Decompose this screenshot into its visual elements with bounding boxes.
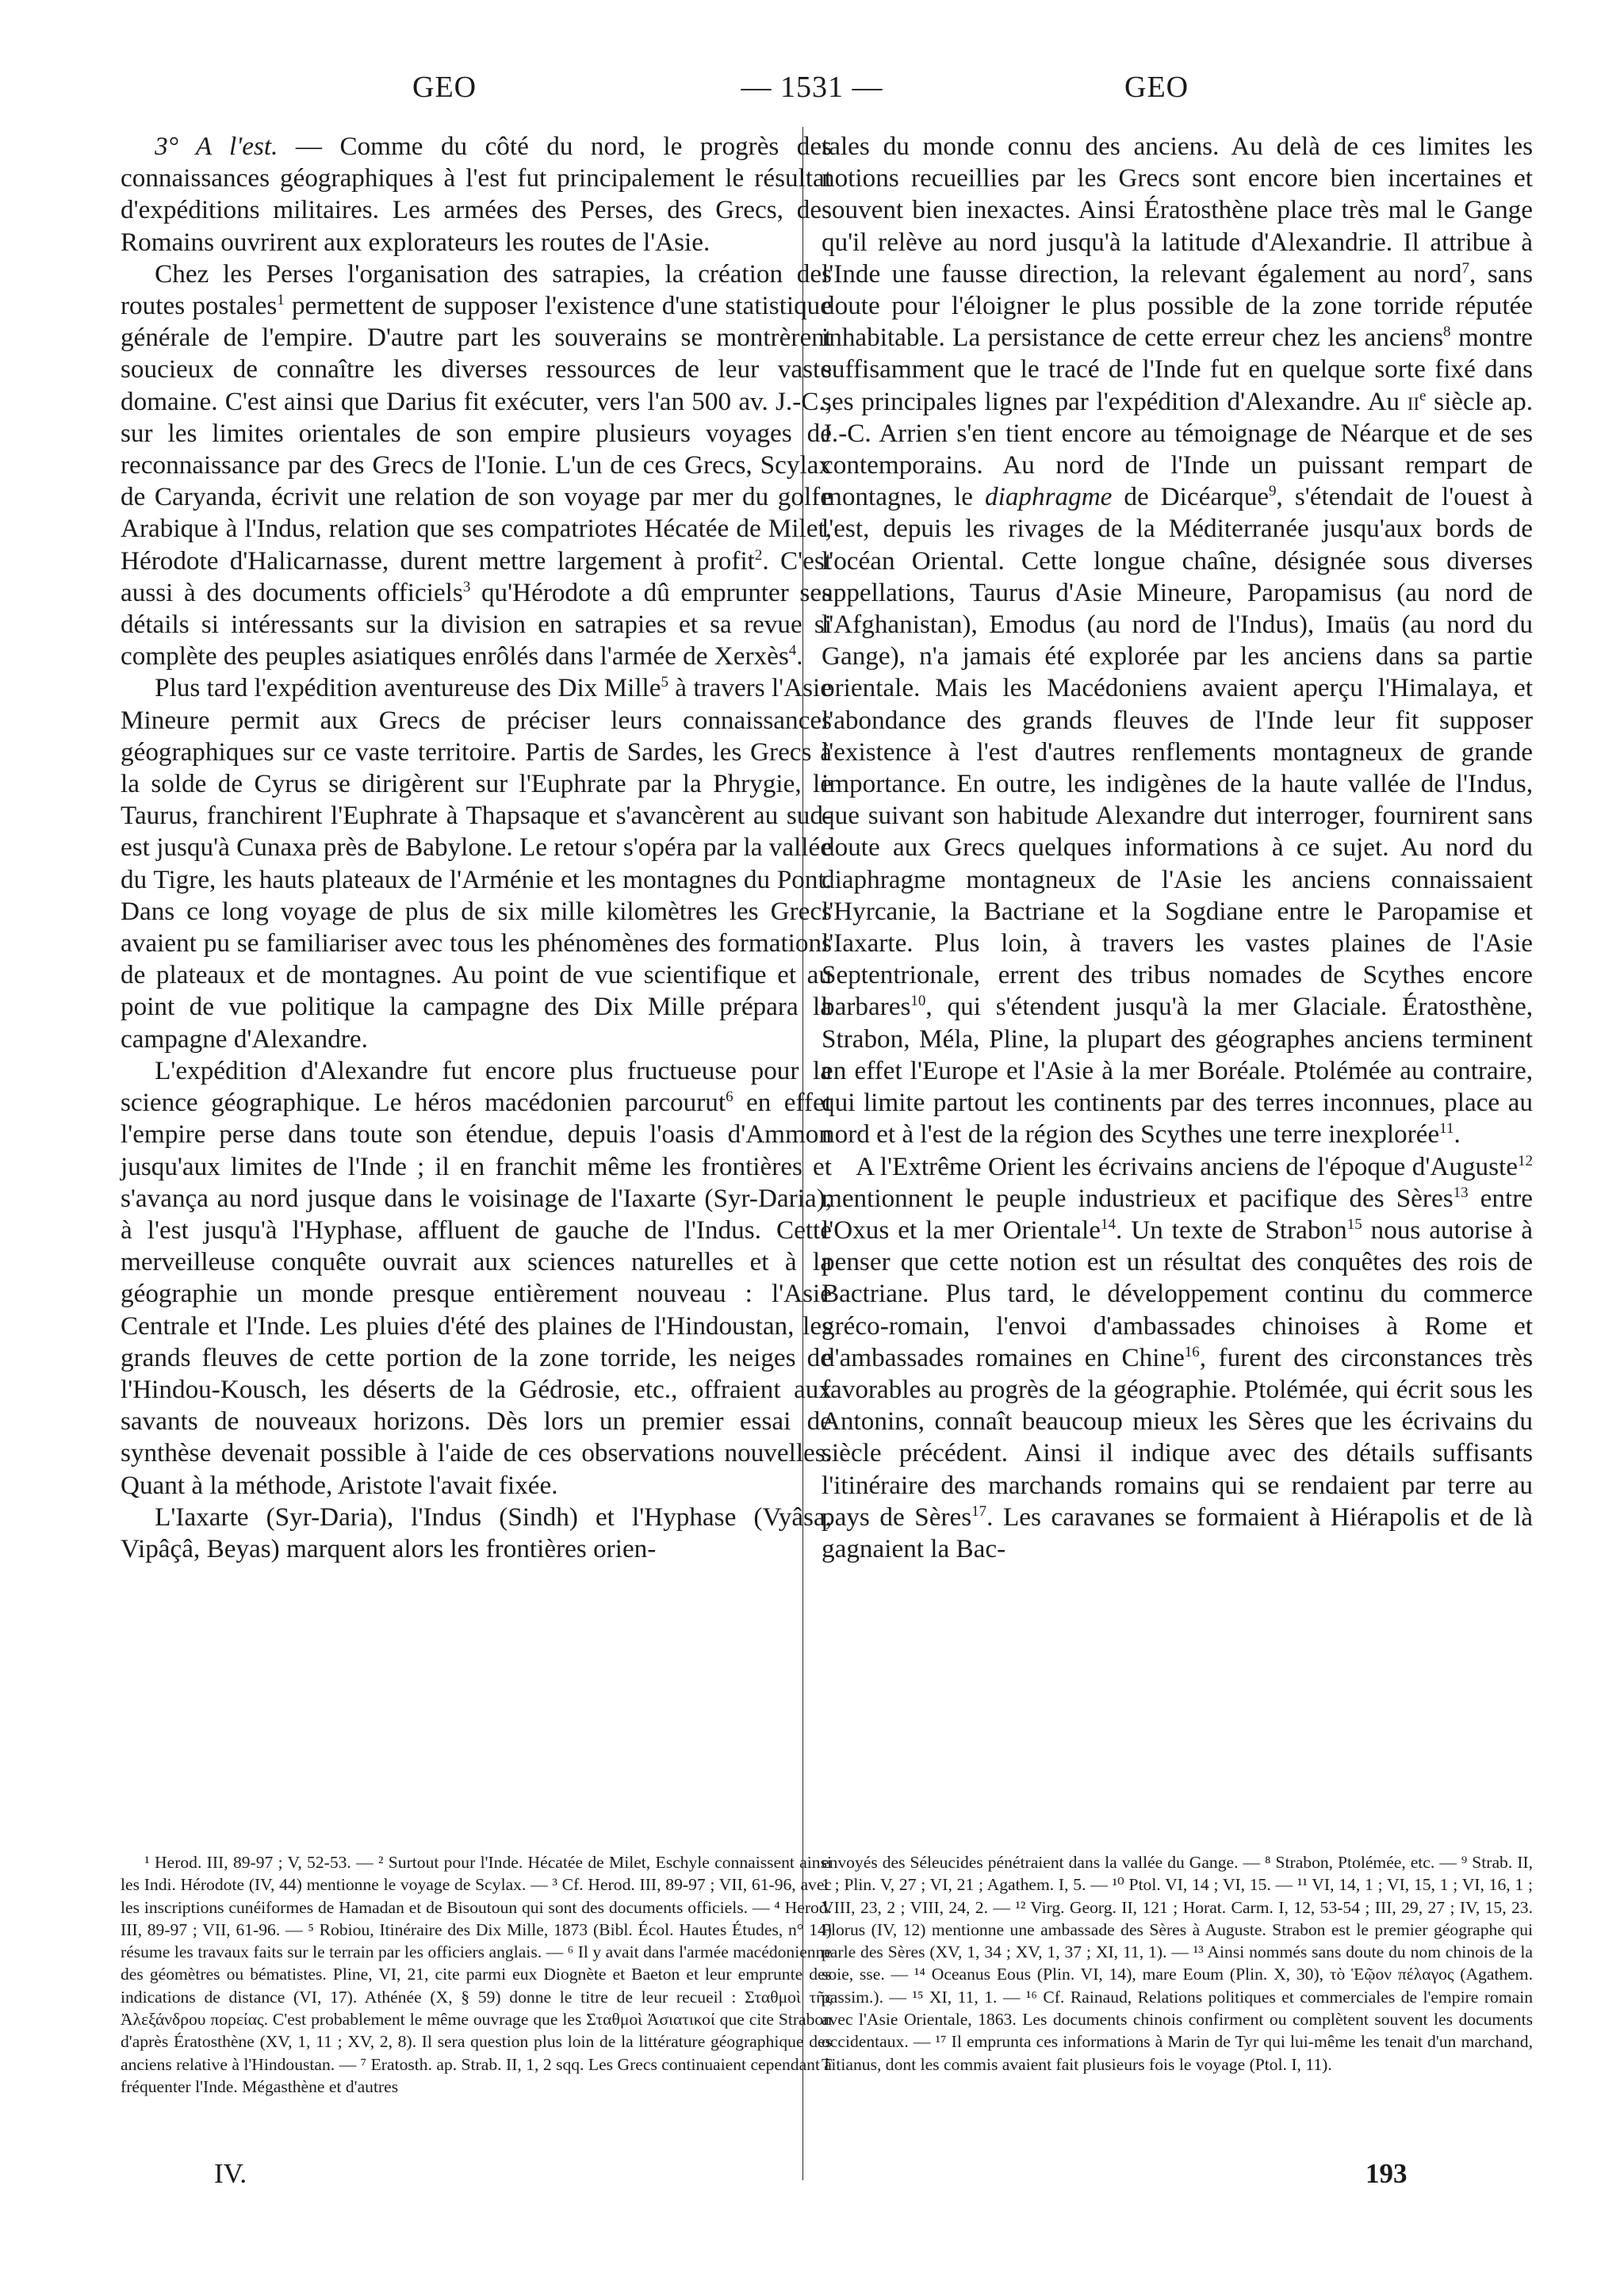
paragraph-text: L'Iaxarte (Syr-Daria), l'Indus (Sindh) et l'Hyphase (Vyâsa, Vipâçâ, Beyas) marquent alors les frontières orien-	[121, 1502, 832, 1563]
paragraph	[121, 131, 832, 258]
paragraph-text: . Les caravanes se formaient à Hiérapolis et de là gagnaient la Bac-	[822, 1502, 1534, 1563]
paragraph-text: , sans doute pour l'éloigner le plus possible de la zone torride réputée inhabitable. La persistance de cette erreur chez les anciens	[822, 258, 1533, 353]
footnote-ref: 8	[1443, 323, 1451, 341]
footnote-ref: 10	[910, 993, 926, 1010]
footnote-ref: 12	[1518, 1152, 1533, 1169]
page-number-header: — 1531 —	[741, 71, 883, 104]
footnote-ref: 17	[971, 1502, 987, 1520]
paragraph-text: . Un texte de Strabon	[1116, 1215, 1347, 1245]
paragraph-text: tales du monde connu des anciens. Au delà de ces limites les notions recueillies par les Grecs sont encore bien incertaines et souvent bien inexactes. Ainsi Ératosthène place très mal le Gange qu'il relève au nord jusqu'à la latitude d'Alexandrie. Il attribue à l'Inde une fausse direction, la relevant également au nord	[822, 132, 1533, 289]
paragraph-text: montre suffisamment que le tracé de l'Inde fut en quelque sorte fixé dans ses principales lignes par l'expédition d'Alexandre. Au	[822, 323, 1533, 416]
footnote-ref: 1	[277, 291, 285, 308]
paragraph-text: qu'Hérodote a dû emprunter ses détails si intéressants sur la division en satrapies et sa revue si complète des peuples asiatiques enrôlés dans l'armée de Xerxès	[121, 577, 832, 672]
left-column	[121, 131, 832, 1565]
section-lead: 3° A l'est.	[155, 132, 278, 161]
footnote-ref: 3	[462, 578, 471, 595]
paragraph-text: , qui s'étendent jusqu'à la mer Glaciale. Ératosthène, Strabon, Méla, Pline, la plupart des géographes anciens terminent en effet l'Europe et l'Asie à la mer Boréale. Ptolémée au contraire, qui limite partout les continents par des terres inconnues, place au nord et à l'est de la région des Scythes une terre inexplorée	[822, 992, 1533, 1150]
running-header-left: GEO	[412, 71, 477, 104]
paragraph-text: en effet l'empire perse dans toute son étendue, depuis l'oasis d'Ammon jusqu'aux limites de l'Inde ; il en franchit même les frontières et s'avança au nord jusque dans le voisinage de l'Iaxarte (Syr-Daria), à l'est jusqu'à l'Hyphase, affluent de gauche de l'Indus. Cette merveilleuse conquête ouvrait aux sciences naturelles et à la géographie un monde presque entièrement nouveau : l'Asie Centrale et l'Inde. Les pluies d'été des plaines de l'Hindoustan, les grands fleuves de cette portion de la zone torride, les neiges de l'Hindou-Kousch, les déserts de la Gédrosie, etc., offraient aux savants de nouveaux horizons. Dès lors un premier essai de synthèse devenait possible à l'aide de ces observations nouvelles. Quant à la méthode, Aristote l'avait fixée.	[121, 1088, 832, 1500]
emphasis-term: diaphragme	[985, 482, 1113, 512]
paragraph-text: Plus tard l'expédition aventureuse des Dix Mille	[155, 673, 661, 703]
paragraph-text: , s'étendait de l'ouest à l'est, depuis les rivages de la Méditerranée jusqu'aux bords de l'océan Oriental. Cette longue chaîne, désignée sous diverses appellations, Taurus d'Asie Mineure, Paropamisus (au nord de l'Afghanistan), Emodus (au nord de l'Indus), Imaüs (au nord du Gange), n'a jamais été explorée par les anciens dans sa partie orientale. Mais les Macédoniens avaient aperçu l'Himalaya, et l'abondance des grands fleuves de l'Inde leur fit supposer l'existence à l'est d'autres renflements montagneux de grande importance. En outre, les indigènes de la haute vallée de l'Indus, que suivant son habitude Alexandre dut interroger, fournirent sans doute aux Grecs quelques informations à ce sujet. Au nord du diaphragme montagneux de l'Asie les anciens connaissaient l'Hyrcanie, la Bactriane et la Sogdiane entre le Paropamise et l'Iaxarte. Plus loin, à travers les vastes plaines de l'Asie Septentrionale, errent des tribus nomades de Scythes encore barbares	[822, 482, 1534, 1022]
footnote-ref: 2	[754, 546, 763, 564]
paragraph-text: à travers l'Asie Mineure permit aux Grecs de préciser leurs connaissances géographiques sur ce vaste territoire. Partis de Sardes, les Grecs à la solde de Cyrus se dirigèrent sur l'Euphrate par la Phrygie, le Taurus, franchirent l'Euphrate à Thapsaque et s'avancèrent au sud-est jusqu'à Cunaxa près de Babylone. Le retour s'opéra par la vallée du Tigre, les hauts plateaux de l'Arménie et les montagnes du Pont. Dans ce long voyage de plus de six mille kilomètres les Grecs avaient pu se familiariser avec tous les phénomènes des formations de plateaux et de montagnes. Au point de vue scientifique et au point de vue politique la campagne des Dix Mille prépara la campagne d'Alexandre.	[121, 673, 832, 1054]
footnote-ref: 9	[1269, 483, 1277, 500]
century-numeral: ii	[1407, 386, 1420, 416]
paragraph-text: Chez les Perses l'organisation des satrapies, la création des routes postales	[121, 258, 832, 321]
footnote-ref: 6	[726, 1089, 733, 1106]
paragraph-text: .	[1454, 1119, 1461, 1150]
right-column	[822, 131, 1533, 1565]
paragraph-text: nous autorise à penser que cette notion est un résultat des conquêtes des rois de Bactriane. Plus tard, le développement continu du commerce gréco-romain, l'envoi d'ambassades chinoises à Rome et d'ambassades romaines en Chine	[822, 1215, 1533, 1372]
paragraph-text: . C'est aussi à des documents officiels	[121, 545, 832, 607]
footnote-ref: 5	[661, 674, 668, 691]
footnote-ref: 11	[1439, 1120, 1454, 1138]
paragraph	[822, 131, 1533, 1151]
footnote-ref: 14	[1101, 1215, 1116, 1233]
footnote-ref: 13	[1453, 1184, 1469, 1201]
footnote-ref: 15	[1346, 1215, 1362, 1233]
footnote-ref: 7	[1461, 259, 1469, 277]
paragraph-text: — Comme du côté du nord, le progrès des connaissances géographiques à l'est fut principalement le résultat d'expéditions militaires. Les armées des Perses, des Grecs, des Romains ouvrirent aux explorateurs les routes de l'Asie.	[121, 132, 832, 257]
signature-number: 193	[1365, 2158, 1408, 2189]
paragraph-text: .	[796, 641, 803, 672]
paragraph-text: L'expédition d'Alexandre fut encore plus fructueuse pour la science géographique. Le héros macédonien parcourut	[121, 1055, 832, 1118]
paragraph-text: A l'Extrême Orient les écrivains anciens de l'époque d'Auguste	[856, 1151, 1518, 1181]
paragraph-text: permettent de supposer l'existence d'une statistique générale de l'empire. D'autre part les souverains se montrèrent soucieux de connaître les diverses ressources de leur vaste domaine. C'est ainsi que Darius fit exécuter, vers l'an 500 av. J.-C., sur les limites orientales de son empire plusieurs voyages de reconnaissance par des Grecs de l'Ionie. L'un de ces Grecs, Scylax de Caryanda, écrivit une relation de son voyage par mer du golfe Arabique à l'Indus, relation que ses compatriotes Hécatée de Milet, Hérodote d'Halicarnasse, durent mettre largement à profit	[121, 291, 832, 576]
footnote-text: ¹ Herod. III, 89-97 ; V, 52-53. — ² Surtout pour l'Inde. Hécatée de Milet, Eschyle connaissent ainsi les Indi. Hérodote (IV, 44) mentionne le voyage de Scylax. — ³ Cf. Herod. III, 89-97 ; VII, 61-96, avec les inscriptions cunéiformes de Hamadan et de Bisoutoun qui sont des documents officiels. — ⁴ Herod. III, 89-97 ; VII, 61-96. — ⁵ Robiou, Itinéraire des Dix Mille, 1873 (Bibl. Écol. Hautes Études, n° 14) résume les travaux faits sur le terrain par les officiers anglais. — ⁶ Il y avait dans l'armée macédonienne des géomètres ou bématistes. Pline, VI, 21, cite parmi eux Diognète et Baeton et leur emprunte des indications de distance (VI, 17). Athénée (X, § 59) donne le titre de leur recueil : Σταθμοὶ τῆς Ἀλεξάνδρου πορείας. C'est probablement le même ouvrage que les Σταθμοὶ Ἀσιατικοί que cite Strabon d'après Ératosthène (XV, 1, 11 ; XV, 2, 8). Il sera question plus loin de la littérature géographique des anciens relative à l'Hindoustan. — ⁷ Eratosth. ap. Strab. II, 1, 2 sqq. Les Grecs continuaient cependant à fréquenter l'Inde. Mégasthène et d'autres	[121, 1853, 832, 2096]
paragraph	[121, 1502, 832, 1565]
paragraph	[121, 258, 832, 673]
ordinal-suffix: e	[1419, 387, 1427, 404]
paragraph-text: entre l'Oxus et la mer Orientale	[822, 1183, 1533, 1245]
running-header-right: GEO	[1124, 71, 1189, 104]
footnotes-right	[822, 1851, 1533, 2076]
paragraph	[121, 672, 832, 1054]
paragraph-text: , furent des circonstances très favorables au progrès de la géographie. Ptolémée, qui écrit sous les Antonins, connaît beaucoup mieux les Sères que les écrivains du siècle précédent. Ainsi il indique avec des détails suffisants l'itinéraire des marchands romains qui se rendaient par terre au pays de Sères	[822, 1342, 1533, 1532]
paragraph	[121, 1055, 832, 1502]
footnote-ref: 16	[1184, 1343, 1200, 1360]
volume-number: IV.	[214, 2158, 247, 2189]
paragraph	[822, 1151, 1533, 1566]
paragraph-text: de Dicéarque	[1112, 482, 1270, 512]
footnote-text: envoyés des Séleucides pénétraient dans la vallée du Gange. — ⁸ Strabon, Ptolémée, etc. — ⁹ Strab. II, 1 ; Plin. V, 27 ; VI, 21 ; Agathem. I, 5. — ¹⁰ Ptol. VI, 14 ; VI, 15. — ¹¹ VI, 14, 1 ; VI, 15, 1 ; VI, 16, 1 ; VIII, 23, 2 ; VIII, 24, 2. — ¹² Virg. Georg. II, 121 ; Horat. Carm. I, 12, 53-54 ; III, 29, 27 ; IV, 15, 23. Florus (IV, 12) mentionne une ambassade des Sères à Auguste. Strabon est le premier géographe qui parle des Sères (XV, 1, 34 ; XV, 1, 37 ; XI, 11, 1). — ¹³ Ainsi nommés sans doute du nom chinois de la soie, sse. — ¹⁴ Oceanus Eous (Plin. VI, 14), mare Eoum (Plin. X, 30), τὸ Ἑῷον πέλαγος (Agathem. passim.). — ¹⁵ XI, 11, 1. — ¹⁶ Cf. Rainaud, Relations politiques et commerciales de l'empire romain avec l'Asie Orientale, 1863. Les documents chinois confirment ou complètent souvent les documents occidentaux. — ¹⁷ Il emprunta ces informations à Marin de Tyr qui lui-même les tenait d'un marchand, Titianus, dont les commis avaient fait plusieurs fois le voyage (Ptol. I, 11).	[822, 1853, 1533, 2074]
footnote-ref: 4	[788, 642, 797, 660]
paragraph-text: mentionnent le peuple industrieux et pacifique des Sères	[822, 1183, 1454, 1213]
footnotes-left	[121, 1851, 832, 2098]
paragraph-text: siècle ap. J.-C. Arrien s'en tient encore au témoignage de Néarque et de ses contemporains. Au nord de l'Inde un puissant rempart de montagnes, le	[822, 386, 1534, 512]
